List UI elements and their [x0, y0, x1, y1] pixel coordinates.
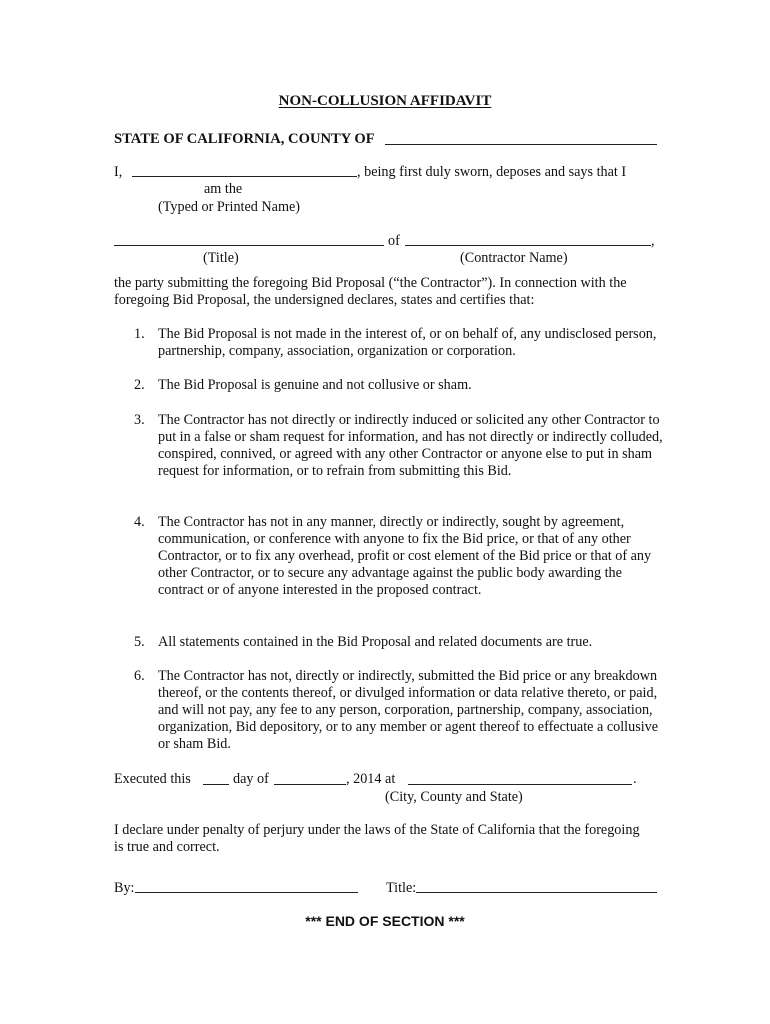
item-number: 4.: [134, 514, 145, 530]
affiant-name-field[interactable]: [132, 176, 357, 177]
list-item: [134, 514, 664, 599]
title-signature-field[interactable]: [416, 892, 657, 893]
declaration-paragraph: I declare under penalty of perjury under the laws of the State of California that the foregoing is true and correct.: [114, 822, 640, 855]
item-number: 5.: [134, 634, 145, 650]
executed-day-field[interactable]: [203, 784, 229, 785]
comma-text: ,: [651, 233, 655, 249]
by-label: By:: [114, 880, 135, 896]
item-text: The Bid Proposal is genuine and not collusive or sham.: [158, 377, 472, 393]
title-field[interactable]: [114, 245, 384, 246]
location-caption: (City, County and State): [385, 789, 523, 805]
item-text: The Contractor has not, directly or indirectly, submitted the Bid price or any breakdown thereof, or the contents thereof, or divulged information or data relative thereto, or paid, and will not pay, any fee to any person, corporation, partnership, company, association, organization, Bid depository, or to any member or agent thereof to effectuate a collusive or sham Bid.: [158, 668, 659, 752]
item-text: The Bid Proposal is not made in the interest of, or on behalf of, any undisclosed person, partnership, company, association, organization or corporation.: [158, 326, 657, 359]
contractor-name-field[interactable]: [405, 245, 651, 246]
day-of-text: day of: [233, 771, 269, 787]
item-number: 2.: [134, 377, 145, 393]
county-label: STATE OF CALIFORNIA, COUNTY OF: [114, 131, 375, 147]
by-signature-field[interactable]: [135, 892, 358, 893]
title-caption: (Title): [203, 250, 239, 266]
item-number: 3.: [134, 412, 145, 428]
item-text: The Contractor has not in any manner, directly or indirectly, sought by agreement, communication, or conference with anyone to fix the Bid price, or that of any other Contractor, or to fix any overhead, profit or cost element of the Bid price or that of any other Contractor, or to secure any advantage against the public body awarding the contract or of anyone interested in the proposed contract.: [158, 514, 652, 598]
item-number: 6.: [134, 668, 145, 684]
of-text: of: [388, 233, 400, 249]
executed-month-field[interactable]: [274, 784, 346, 785]
list-item: [134, 634, 664, 651]
document-title: NON-COLLUSION AFFIDAVIT: [278, 93, 492, 109]
affiant-prefix: I,: [114, 164, 123, 180]
list-item: [134, 668, 664, 753]
contractor-caption: (Contractor Name): [460, 250, 568, 266]
list-item: [134, 377, 664, 394]
intro-paragraph: the party submitting the foregoing Bid Proposal (“the Contractor”). In connection with the foregoing Bid Proposal, the undersigned declares, states and certifies that:: [114, 275, 627, 308]
affiant-suffix: , being first duly sworn, deposes and says that I: [357, 164, 627, 180]
title-label: Title:: [386, 880, 417, 896]
end-of-section: *** END OF SECTION ***: [305, 913, 465, 929]
list-item: [134, 326, 664, 360]
list-item: [134, 412, 664, 480]
item-text: All statements contained in the Bid Proposal and related documents are true.: [158, 634, 593, 650]
year-at-text: , 2014 at: [346, 771, 396, 787]
name-caption: (Typed or Printed Name): [158, 199, 301, 215]
am-the-text: am the: [204, 181, 243, 197]
item-number: 1.: [134, 326, 145, 342]
executed-prefix: Executed this: [114, 771, 191, 787]
executed-location-field[interactable]: [408, 784, 632, 785]
county-field[interactable]: [385, 144, 657, 145]
item-text: The Contractor has not directly or indirectly induced or solicited any other Contractor to put in a false or sham request for information, and has not directly or indirectly colluded, conspired, connived, or agreed with any other Contractor or anyone else to put in sham request for information, or to refrain from submitting this Bid.: [158, 412, 663, 479]
executed-period: .: [633, 771, 637, 787]
